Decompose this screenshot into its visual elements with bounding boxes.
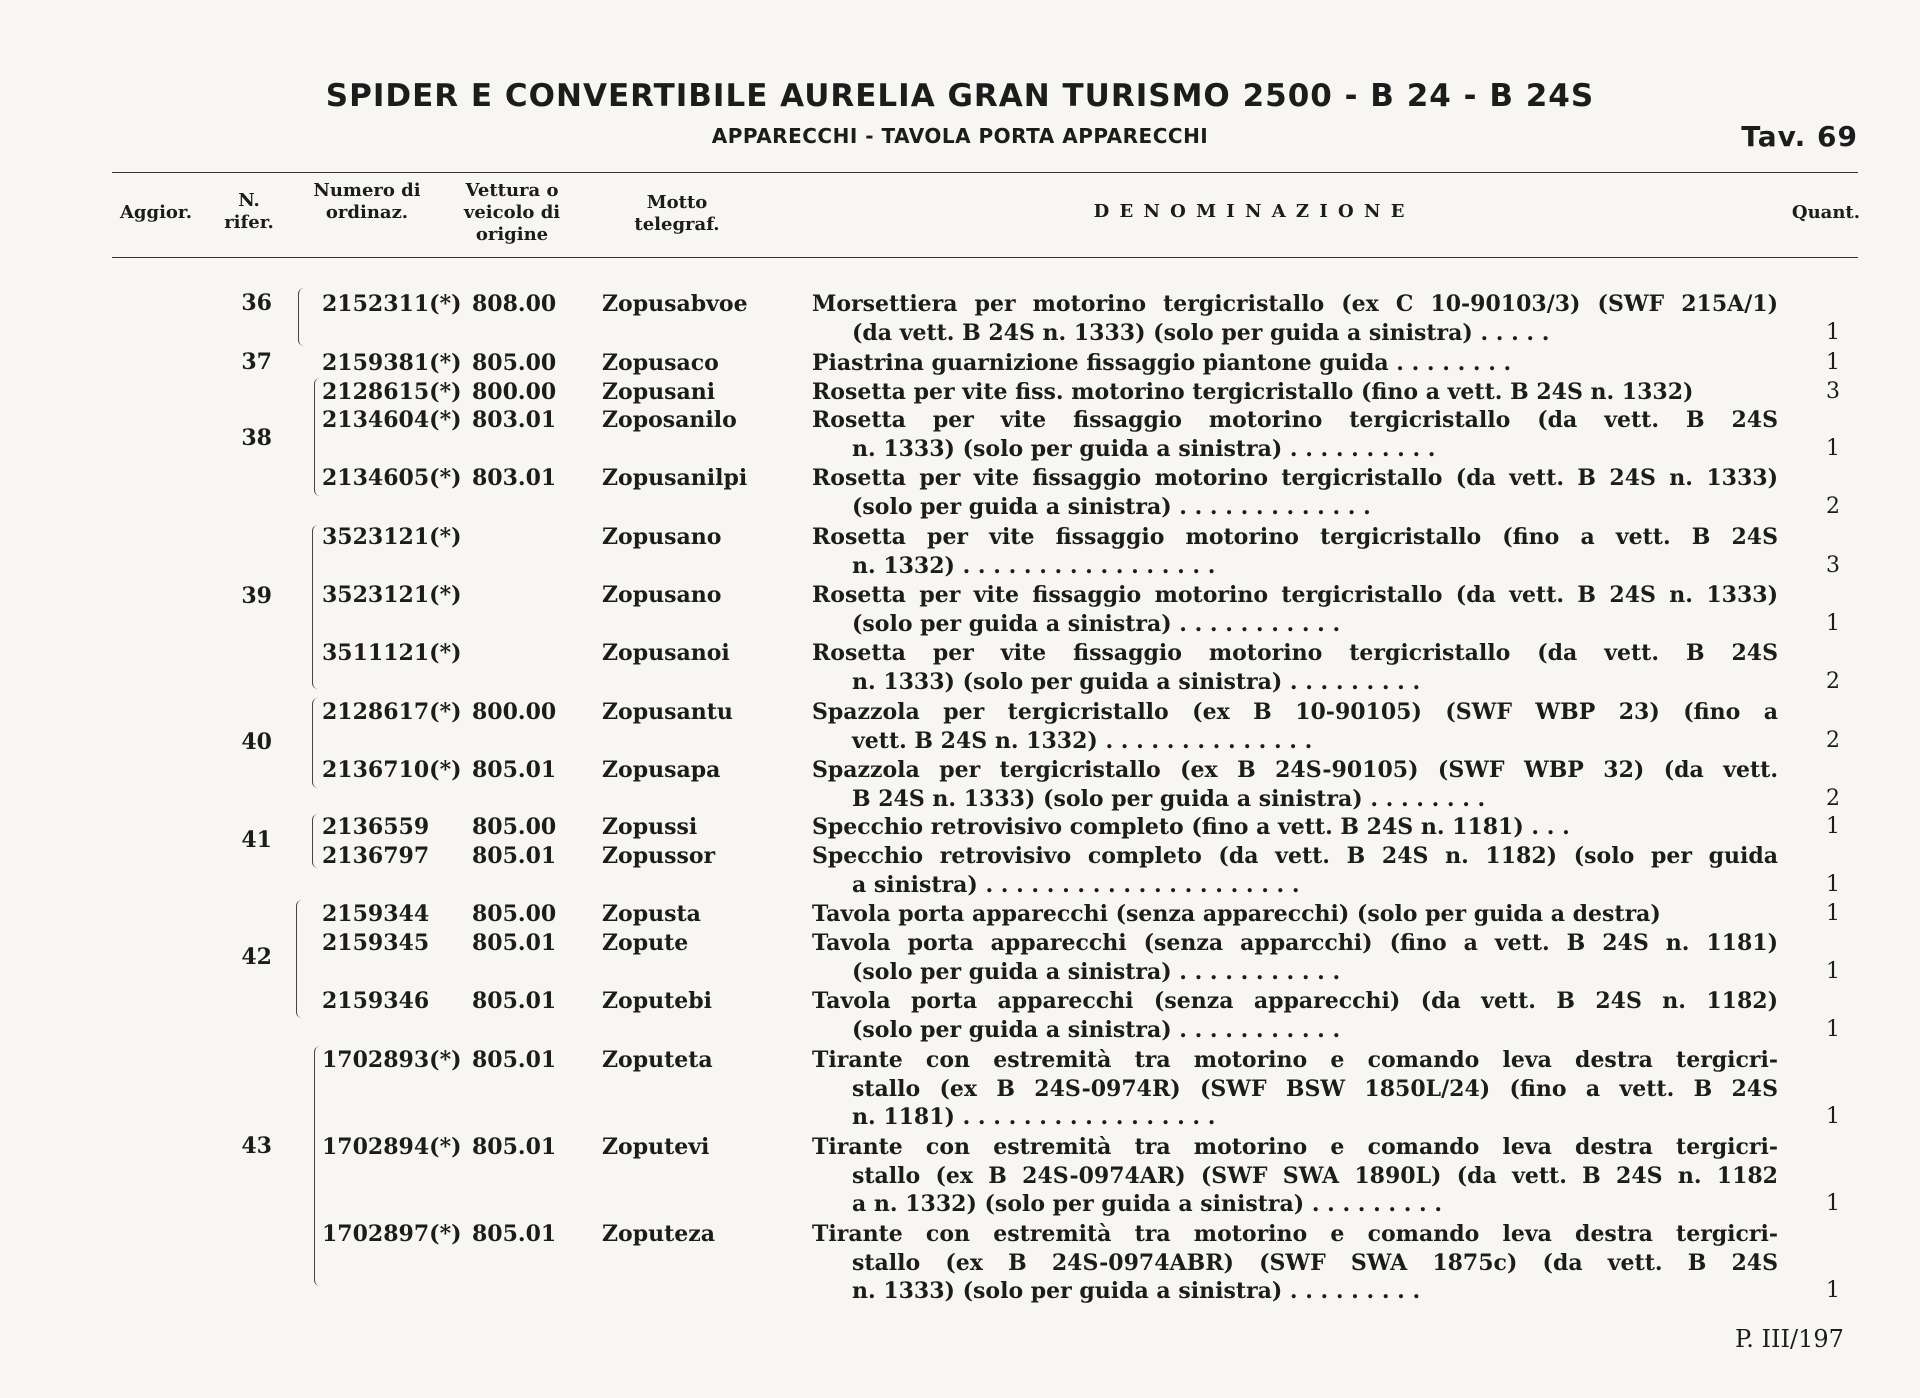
description-line: [812, 785, 1778, 814]
quantity: 1: [1826, 1278, 1840, 1303]
description-line: [812, 1103, 1778, 1132]
description-line: [812, 929, 1778, 958]
description-text: Rosetta per vite fissaggio motorino tergicristallo (fino a vett. B 24S: [812, 524, 1778, 550]
description-line: [812, 552, 1778, 581]
order-number: 3523121(*): [322, 524, 462, 550]
description: [812, 290, 1778, 347]
description-text: Morsettiera per motorino tergicristallo (ex C 10-90103/3) (SWF 215A/1): [812, 291, 1778, 317]
telegraph-code: Zopusanoi: [602, 640, 730, 666]
quantity: 1: [1826, 958, 1840, 984]
description: [812, 756, 1778, 813]
order-number: 1702893(*): [322, 1047, 462, 1073]
description: [812, 813, 1778, 842]
telegraph-code: Zopusano: [602, 582, 722, 608]
page-title: SPIDER E CONVERTIBILE AURELIA GRAN TURISMO 2500 - B 24 - B 24S: [325, 78, 1595, 114]
description: [812, 523, 1778, 580]
telegraph-code: Zopusta: [602, 901, 701, 927]
table-number: Tav. 69: [1741, 120, 1858, 153]
description-line: [812, 349, 1778, 378]
telegraph-code: Zopussi: [602, 814, 698, 840]
description-line: [812, 871, 1778, 900]
ref-number: 43: [241, 1133, 272, 1159]
vehicle-origin: 805.01: [472, 757, 557, 783]
table-row: [0, 464, 1920, 520]
vehicle-origin: 805.01: [472, 1221, 557, 1247]
description-text: B 24S n. 1333) (solo per guida a sinistra) . . . . . . . .: [852, 785, 1486, 812]
vehicle-origin: 805.01: [472, 1047, 557, 1073]
description-line: [812, 727, 1778, 756]
page-number: P. III/197: [1735, 1325, 1844, 1353]
telegraph-code: Zoputebi: [602, 988, 713, 1014]
description: [812, 639, 1778, 696]
quantity: 1: [1826, 610, 1840, 636]
description-text: (solo per guida a sinistra) . . . . . . . . . . . . .: [852, 493, 1371, 520]
description-line: [812, 610, 1778, 639]
description-line: [812, 1133, 1778, 1162]
ref-number: 42: [241, 944, 272, 970]
description-line: [812, 523, 1778, 552]
description: [812, 987, 1778, 1044]
description-text: stallo (ex B 24S-0974AR) (SWF SWA 1890L) (da vett. B 24S n. 1182: [852, 1162, 1778, 1189]
description-line: [812, 378, 1778, 407]
description-line: [812, 958, 1778, 987]
vehicle-origin: 800.00: [472, 699, 557, 725]
order-number: 2136559: [322, 814, 430, 840]
description-line: [812, 1075, 1778, 1104]
description-text: Rosetta per vite fissaggio motorino tergicristallo (da vett. B 24S n. 1333): [812, 465, 1778, 491]
description: [812, 929, 1778, 986]
description-line: [812, 290, 1778, 319]
description-text: a sinistra) . . . . . . . . . . . . . . . . . . . . .: [852, 871, 1300, 898]
table-row: [0, 900, 1920, 928]
description-text: n. 1333) (solo per guida a sinistra) . . . . . . . . . .: [852, 435, 1436, 462]
description-line: [812, 435, 1778, 464]
telegraph-code: Zoputevi: [602, 1134, 710, 1160]
telegraph-code: Zopusani: [602, 379, 716, 405]
description: [812, 900, 1778, 929]
description: [812, 842, 1778, 899]
description-text: Rosetta per vite fissaggio motorino tergicristallo (da vett. B 24S: [812, 407, 1778, 433]
description-text: n. 1333) (solo per guida a sinistra) . . . . . . . . .: [852, 1278, 1421, 1304]
table-row: [0, 813, 1920, 841]
description-line: [812, 1046, 1778, 1075]
description-text: Tirante con estremità tra motorino e comando leva destra tergicri-: [812, 1047, 1778, 1073]
vehicle-origin: 800.00: [472, 379, 557, 405]
vehicle-origin: 805.00: [472, 901, 557, 927]
description-line: [812, 406, 1778, 435]
description-text: vett. B 24S n. 1332) . . . . . . . . . . . . . .: [852, 727, 1313, 754]
table-row: [0, 1220, 1920, 1304]
telegraph-code: Zopusantu: [602, 699, 733, 725]
quantity: 1: [1826, 901, 1840, 926]
vehicle-origin: 805.01: [472, 988, 557, 1014]
description-text: (solo per guida a sinistra) . . . . . . . . . . .: [852, 1016, 1341, 1043]
description-text: a n. 1332) (solo per guida a sinistra) . . . . . . . . .: [852, 1191, 1443, 1217]
description-line: [812, 319, 1778, 348]
col-vettura: Vettura o veicolo di origine: [463, 180, 561, 245]
description-text: Rosetta per vite fissaggio motorino tergicristallo (da vett. B 24S: [812, 640, 1778, 666]
description: [812, 698, 1778, 755]
vehicle-origin: 805.01: [472, 843, 557, 869]
description-text: stallo (ex B 24S-0974R) (SWF BSW 1850L/24) (fino a vett. B 24S: [852, 1075, 1778, 1102]
col-numero: Numero di ordinaz.: [313, 180, 421, 223]
order-number: 1702894(*): [322, 1134, 462, 1160]
description-text: Tavola porta apparecchi (senza apparcchi) (fino a vett. B 24S n. 1181): [812, 930, 1778, 956]
quantity: 2: [1826, 785, 1840, 811]
table-row: [0, 929, 1920, 985]
description-text: (solo per guida a sinistra) . . . . . . . . . . .: [852, 958, 1341, 985]
description-text: Tavola porta apparecchi (senza apparecchi) (solo per guida a destra): [812, 901, 1661, 927]
description-line: [812, 1190, 1778, 1219]
vehicle-origin: 805.00: [472, 350, 557, 376]
ref-number: 36: [241, 290, 272, 316]
quantity: 2: [1826, 668, 1840, 694]
order-number: 2159344: [322, 901, 430, 927]
table-row: [0, 378, 1920, 406]
description-line: [812, 813, 1778, 842]
group-brace: [314, 1046, 325, 1286]
table-row: [0, 987, 1920, 1043]
telegraph-code: Zoposanilo: [602, 407, 737, 433]
description-line: [812, 464, 1778, 493]
ref-number: 39: [241, 583, 272, 609]
order-number: 3523121(*): [322, 582, 462, 608]
col-quant: Quant.: [1791, 202, 1860, 223]
col-nrif: N. rifer.: [224, 190, 274, 233]
order-number: 2136710(*): [322, 757, 462, 783]
table-row: [0, 842, 1920, 898]
order-number: 2159345: [322, 930, 430, 956]
description: [812, 1133, 1778, 1219]
quantity: 1: [1826, 1016, 1840, 1042]
telegraph-code: Zopussor: [602, 843, 716, 869]
order-number: 2159346: [322, 988, 430, 1014]
ref-number: 40: [241, 729, 272, 755]
description-text: stallo (ex B 24S-0974ABR) (SWF SWA 1875c) (da vett. B 24S: [852, 1249, 1778, 1276]
telegraph-code: Zoputeta: [602, 1047, 713, 1073]
col-denominazione: D E N O M I N A Z I O N E: [1093, 201, 1407, 222]
col-aggior: Aggior.: [119, 202, 193, 223]
order-number: 2128617(*): [322, 699, 462, 725]
telegraph-code: Zoputeza: [602, 1221, 716, 1247]
table-row: [0, 581, 1920, 637]
telegraph-code: Zopusano: [602, 524, 722, 550]
vehicle-origin: 803.01: [472, 465, 557, 491]
table-row: [0, 756, 1920, 812]
telegraph-code: Zopusapa: [602, 757, 721, 783]
description-line: [812, 581, 1778, 610]
description-text: Spazzola per tergicristallo (ex B 10-90105) (SWF WBP 23) (fino a: [812, 699, 1778, 725]
description-line: [812, 842, 1778, 871]
telegraph-code: Zopusabvoe: [602, 291, 748, 317]
order-number: 2152311(*): [322, 291, 462, 317]
quantity: 1: [1826, 871, 1840, 897]
quantity: 1: [1826, 1104, 1840, 1129]
quantity: 1: [1826, 319, 1840, 345]
description: [812, 464, 1778, 521]
description-text: (solo per guida a sinistra) . . . . . . . . . . .: [852, 610, 1341, 637]
vehicle-origin: 805.01: [472, 930, 557, 956]
header-rule-top: [112, 172, 1858, 173]
ref-number: 41: [241, 827, 272, 853]
order-number: 2134604(*): [322, 407, 462, 433]
description-text: Piastrina guarnizione fissaggio piantone guida . . . . . . . .: [812, 350, 1512, 376]
description-text: n. 1181) . . . . . . . . . . . . . . . . .: [852, 1104, 1216, 1130]
quantity: 3: [1826, 552, 1840, 578]
description: [812, 406, 1778, 463]
telegraph-code: Zopusanilpi: [602, 465, 748, 491]
order-number: 2136797: [322, 843, 430, 869]
description-line: [812, 987, 1778, 1016]
description: [812, 349, 1778, 378]
table-row: [0, 639, 1920, 695]
description-text: n. 1333) (solo per guida a sinistra) . . . . . . . . .: [852, 668, 1421, 695]
quantity: 1: [1826, 350, 1840, 375]
order-number: 2134605(*): [322, 465, 462, 491]
vehicle-origin: 805.00: [472, 814, 557, 840]
table-row: [0, 523, 1920, 579]
description-line: [812, 1249, 1778, 1278]
description-line: [812, 1277, 1778, 1306]
description-line: [812, 1016, 1778, 1045]
table-row: [0, 290, 1920, 346]
quantity: 1: [1826, 435, 1840, 461]
order-number: 2159381(*): [322, 350, 462, 376]
description-line: [812, 1220, 1778, 1249]
description-text: Tirante con estremità tra motorino e comando leva destra tergicri-: [812, 1221, 1778, 1247]
description: [812, 1220, 1778, 1306]
description-line: [812, 756, 1778, 785]
vehicle-origin: 803.01: [472, 407, 557, 433]
header-rule-bottom: [112, 257, 1858, 258]
table-row: [0, 1046, 1920, 1130]
description: [812, 581, 1778, 638]
table-row: [0, 1133, 1920, 1217]
table-row: [0, 349, 1920, 377]
description: [812, 1046, 1778, 1132]
description-line: [812, 1162, 1778, 1191]
quantity: 1: [1826, 1191, 1840, 1216]
vehicle-origin: 805.01: [472, 1134, 557, 1160]
description-text: Rosetta per vite fiss. motorino tergicristallo (fino a vett. B 24S n. 1332): [812, 379, 1694, 405]
quantity: 1: [1826, 814, 1840, 839]
description-text: Specchio retrovisivo completo (fino a vett. B 24S n. 1181) . . .: [812, 814, 1570, 840]
description-line: [812, 639, 1778, 668]
ref-number: 38: [241, 425, 272, 451]
vehicle-origin: 808.00: [472, 291, 557, 317]
description-line: [812, 668, 1778, 697]
order-number: 1702897(*): [322, 1221, 462, 1247]
ref-number: 37: [241, 349, 272, 375]
quantity: 3: [1826, 379, 1840, 404]
order-number: 2128615(*): [322, 379, 462, 405]
quantity: 2: [1826, 727, 1840, 753]
description-line: [812, 493, 1778, 522]
page-subtitle: APPARECCHI - TAVOLA PORTA APPARECCHI: [711, 124, 1209, 148]
description-text: Specchio retrovisivo completo (da vett. B 24S n. 1182) (solo per guida: [812, 843, 1778, 869]
description-text: Rosetta per vite fissaggio motorino tergicristallo (da vett. B 24S n. 1333): [812, 582, 1778, 608]
quantity: 2: [1826, 493, 1840, 519]
description: [812, 378, 1778, 407]
col-motto: Motto telegraf.: [634, 192, 720, 235]
telegraph-code: Zopute: [602, 930, 689, 956]
order-number: 3511121(*): [322, 640, 462, 666]
description-text: (da vett. B 24S n. 1333) (solo per guida a sinistra) . . . . .: [852, 319, 1550, 346]
description-line: [812, 900, 1778, 929]
description-line: [812, 698, 1778, 727]
description-text: Tirante con estremità tra motorino e comando leva destra tergicri-: [812, 1134, 1778, 1160]
description-text: Spazzola per tergicristallo (ex B 24S-90105) (SWF WBP 32) (da vett.: [812, 757, 1778, 783]
telegraph-code: Zopusaco: [602, 350, 719, 376]
description-text: Tavola porta apparecchi (senza apparecchi) (da vett. B 24S n. 1182): [812, 988, 1778, 1014]
description-text: n. 1332) . . . . . . . . . . . . . . . . .: [852, 552, 1216, 579]
